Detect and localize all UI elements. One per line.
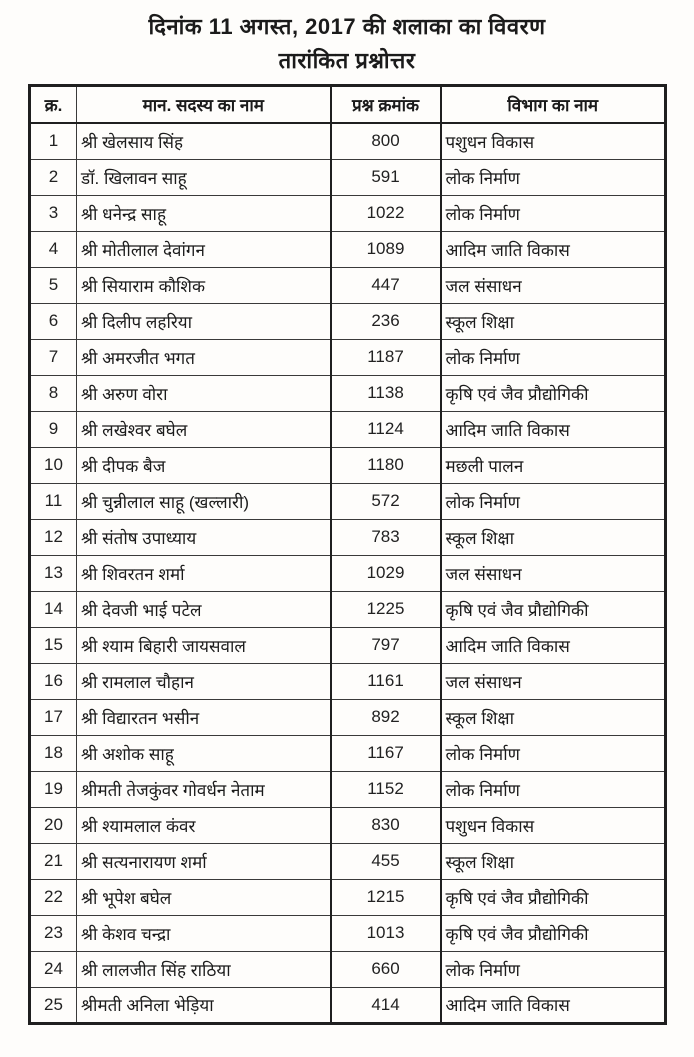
cell-member-name: श्री मोतीलाल देवांगन [77,231,331,267]
cell-department-name: लोक निर्माण [441,159,666,195]
cell-department-name: कृषि एवं जैव प्रौद्योगिकी [441,591,666,627]
cell-serial-number: 16 [30,663,77,699]
table-row [30,375,666,411]
cell-question-number: 414 [331,987,441,1023]
cell-member-name: श्रीमती तेजकुंवर गोवर्धन नेताम [77,771,331,807]
cell-serial-number: 22 [30,879,77,915]
cell-member-name: श्री विद्यारतन भसीन [77,699,331,735]
cell-department-name: मछली पालन [441,447,666,483]
cell-member-name: श्री लखेश्वर बघेल [77,411,331,447]
header-question-number: प्रश्न क्रमांक [331,85,441,123]
cell-question-number: 783 [331,519,441,555]
cell-member-name: श्री श्याम बिहारी जायसवाल [77,627,331,663]
cell-member-name: श्री दीपक बैज [77,447,331,483]
cell-member-name: श्री सियाराम कौशिक [77,267,331,303]
cell-question-number: 1152 [331,771,441,807]
cell-serial-number: 1 [30,123,77,159]
cell-member-name: श्री दिलीप लहरिया [77,303,331,339]
table-row [30,231,666,267]
cell-question-number: 455 [331,843,441,879]
table-row [30,879,666,915]
cell-serial-number: 5 [30,267,77,303]
cell-question-number: 660 [331,951,441,987]
table-row [30,735,666,771]
cell-serial-number: 7 [30,339,77,375]
table-row [30,807,666,843]
table-row [30,267,666,303]
table-row [30,951,666,987]
cell-question-number: 1089 [331,231,441,267]
cell-serial-number: 21 [30,843,77,879]
cell-question-number: 1215 [331,879,441,915]
cell-question-number: 572 [331,483,441,519]
cell-department-name: कृषि एवं जैव प्रौद्योगिकी [441,915,666,951]
cell-department-name: स्कूल शिक्षा [441,699,666,735]
cell-serial-number: 15 [30,627,77,663]
table-row [30,483,666,519]
page-subtitle: तारांकित प्रश्नोत्तर [278,47,416,73]
cell-question-number: 1138 [331,375,441,411]
table-row [30,843,666,879]
table-row [30,627,666,663]
cell-serial-number: 12 [30,519,77,555]
cell-member-name: श्री सत्यनारायण शर्मा [77,843,331,879]
cell-serial-number: 19 [30,771,77,807]
table-row [30,159,666,195]
header-member-name: मान. सदस्य का नाम [77,85,331,123]
cell-member-name: श्री अरुण वोरा [77,375,331,411]
table-row [30,699,666,735]
cell-member-name: श्रीमती अनिला भेड़िया [77,987,331,1023]
cell-serial-number: 23 [30,915,77,951]
table-header-row [30,85,666,123]
table-body [30,123,666,1023]
cell-serial-number: 6 [30,303,77,339]
cell-question-number: 1029 [331,555,441,591]
cell-serial-number: 3 [30,195,77,231]
cell-department-name: आदिम जाति विकास [441,411,666,447]
cell-serial-number: 14 [30,591,77,627]
cell-serial-number: 9 [30,411,77,447]
cell-question-number: 1161 [331,663,441,699]
table-row [30,411,666,447]
header-serial-number: क्र. [30,85,77,123]
cell-serial-number: 17 [30,699,77,735]
starred-questions-table [28,84,667,1025]
cell-question-number: 830 [331,807,441,843]
cell-serial-number: 2 [30,159,77,195]
cell-member-name: श्री धनेन्द्र साहू [77,195,331,231]
cell-member-name: श्री चुन्नीलाल साहू (खल्लारी) [77,483,331,519]
cell-department-name: पशुधन विकास [441,123,666,159]
cell-member-name: डॉ. खिलावन साहू [77,159,331,195]
cell-department-name: जल संसाधन [441,555,666,591]
cell-department-name: लोक निर्माण [441,735,666,771]
cell-question-number: 800 [331,123,441,159]
cell-serial-number: 8 [30,375,77,411]
cell-question-number: 591 [331,159,441,195]
cell-member-name: श्री अमरजीत भगत [77,339,331,375]
cell-department-name: स्कूल शिक्षा [441,843,666,879]
cell-member-name: श्री भूपेश बघेल [77,879,331,915]
table-row [30,519,666,555]
cell-department-name: आदिम जाति विकास [441,627,666,663]
cell-serial-number: 18 [30,735,77,771]
cell-department-name: लोक निर्माण [441,195,666,231]
cell-department-name: लोक निर्माण [441,771,666,807]
table-row [30,447,666,483]
cell-member-name: श्री संतोष उपाध्याय [77,519,331,555]
cell-serial-number: 4 [30,231,77,267]
table-row [30,339,666,375]
cell-question-number: 1167 [331,735,441,771]
cell-question-number: 1124 [331,411,441,447]
cell-serial-number: 20 [30,807,77,843]
table-row [30,663,666,699]
cell-member-name: श्री लालजीत सिंह राठिया [77,951,331,987]
cell-member-name: श्री केशव चन्द्रा [77,915,331,951]
cell-serial-number: 24 [30,951,77,987]
table-row [30,987,666,1023]
cell-serial-number: 10 [30,447,77,483]
cell-department-name: लोक निर्माण [441,339,666,375]
cell-serial-number: 13 [30,555,77,591]
cell-member-name: श्री अशोक साहू [77,735,331,771]
cell-member-name: श्री रामलाल चौहान [77,663,331,699]
cell-member-name: श्री शिवरतन शर्मा [77,555,331,591]
cell-department-name: स्कूल शिक्षा [441,519,666,555]
header-department-name: विभाग का नाम [441,85,666,123]
cell-member-name: श्री श्यामलाल कंवर [77,807,331,843]
cell-member-name: श्री देवजी भाई पटेल [77,591,331,627]
table-row [30,555,666,591]
cell-department-name: आदिम जाति विकास [441,231,666,267]
cell-question-number: 447 [331,267,441,303]
cell-serial-number: 11 [30,483,77,519]
cell-question-number: 1180 [331,447,441,483]
cell-member-name: श्री खेलसाय सिंह [77,123,331,159]
cell-question-number: 797 [331,627,441,663]
cell-department-name: कृषि एवं जैव प्रौद्योगिकी [441,879,666,915]
cell-question-number: 1013 [331,915,441,951]
cell-question-number: 892 [331,699,441,735]
table-row [30,915,666,951]
cell-question-number: 1187 [331,339,441,375]
table-row [30,123,666,159]
cell-department-name: लोक निर्माण [441,483,666,519]
cell-department-name: आदिम जाति विकास [441,987,666,1023]
cell-question-number: 1225 [331,591,441,627]
cell-department-name: लोक निर्माण [441,951,666,987]
table-row [30,195,666,231]
cell-department-name: स्कूल शिक्षा [441,303,666,339]
table-row [30,771,666,807]
cell-question-number: 1022 [331,195,441,231]
cell-department-name: पशुधन विकास [441,807,666,843]
page-title: दिनांक 11 अगस्त, 2017 की शलाका का विवरण [148,14,546,39]
cell-department-name: जल संसाधन [441,663,666,699]
table-row [30,303,666,339]
cell-serial-number: 25 [30,987,77,1023]
cell-department-name: जल संसाधन [441,267,666,303]
table-row [30,591,666,627]
cell-department-name: कृषि एवं जैव प्रौद्योगिकी [441,375,666,411]
cell-question-number: 236 [331,303,441,339]
